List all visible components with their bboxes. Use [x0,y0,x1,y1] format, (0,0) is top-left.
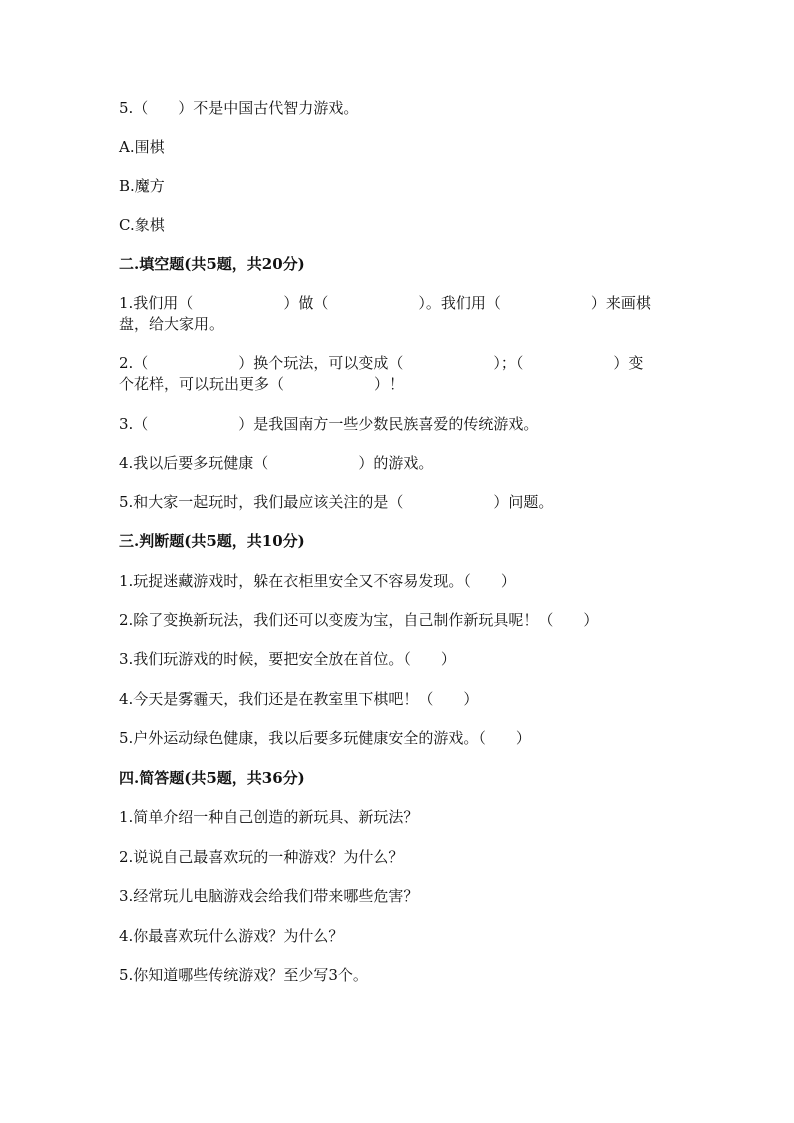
fill-question-1-line-2: 盘，给大家用。 [119,315,225,333]
short-answer-question-3: 3.经常玩儿电脑游戏会给我们带来哪些危害？ [119,887,419,905]
short-answer-section-title: 四.简答题(共5题，共36分) [119,769,305,787]
short-answer-question-1: 1.简单介绍一种自己创造的新玩具、新玩法？ [119,808,419,826]
fill-question-3: 3.（ ）是我国南方一些少数民族喜爱的传统游戏。 [119,415,539,433]
multiple-choice-question-5: 5.（ ）不是中国古代智力游戏。 [119,99,359,117]
option-b: B.魔方 [119,177,165,195]
fill-question-1-line-1: 1.我们用（ ）做（ ）。我们用（ ）来画棋 [119,294,651,312]
short-answer-question-2: 2.说说自己最喜欢玩的一种游戏？为什么？ [119,848,404,866]
option-a: A.围棋 [119,138,165,156]
option-c: C.象棋 [119,216,165,234]
true-false-section-title: 三.判断题(共5题，共10分) [119,532,305,550]
judge-question-2: 2.除了变换新玩法，我们还可以变废为宝，自己制作新玩具呢！（ ） [119,611,599,629]
fill-question-2-line-1: 2.（ ）换个玩法，可以变成（ ）；（ ）变 [119,354,644,372]
judge-question-1: 1.玩捉迷藏游戏时，躲在衣柜里安全又不容易发现。（ ） [119,572,516,590]
fill-question-4: 4.我以后要多玩健康（ ）的游戏。 [119,454,434,472]
fill-in-blank-section-title: 二.填空题(共5题，共20分) [119,255,305,273]
judge-question-4: 4.今天是雾霾天，我们还是在教室里下棋吧！（ ） [119,690,479,708]
judge-question-5: 5.户外运动绿色健康，我以后要多玩健康安全的游戏。（ ） [119,729,531,747]
short-answer-question-4: 4.你最喜欢玩什么游戏？为什么？ [119,927,344,945]
fill-question-5: 5.和大家一起玩时，我们最应该关注的是（ ）问题。 [119,493,554,511]
fill-question-2-line-2: 个花样，可以玩出更多（ ）！ [119,375,405,393]
judge-question-3: 3.我们玩游戏的时候，要把安全放在首位。（ ） [119,650,456,668]
short-answer-question-5: 5.你知道哪些传统游戏？至少写3个。 [119,966,368,984]
